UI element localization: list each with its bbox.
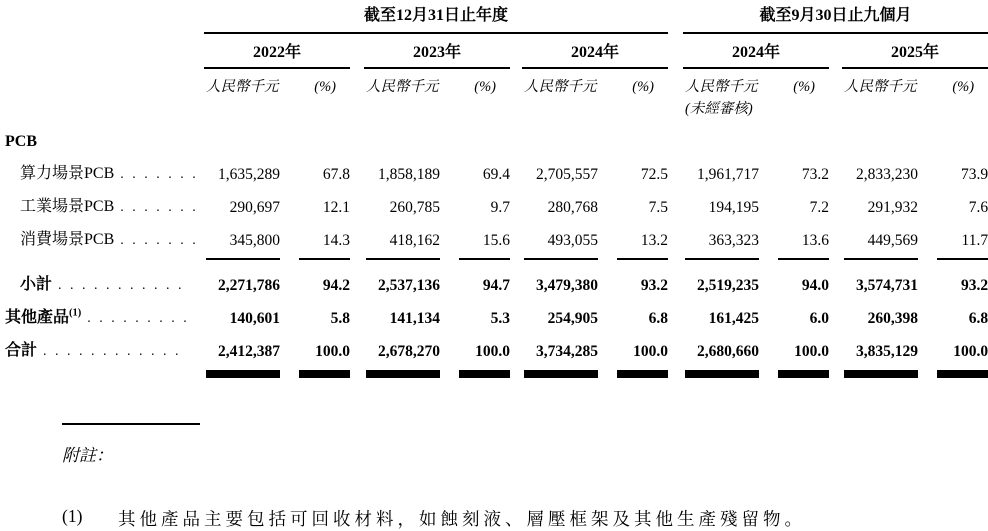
column-gap — [510, 255, 522, 267]
column-gap — [668, 156, 683, 189]
footnote-text: 其他產品主要包括可回收材料，如蝕刻液、層壓框架及其他生產殘留物。 — [118, 509, 806, 529]
column-gap — [350, 68, 364, 120]
cell-amount: 2,271,786 — [218, 277, 280, 294]
cell-percent: 100.0 — [315, 343, 350, 360]
cell-amount: 254,905 — [547, 310, 598, 327]
column-gap — [668, 68, 683, 120]
column-gap — [668, 120, 683, 156]
cell-amount: 3,734,285 — [536, 343, 598, 360]
row-label: 其他產品$^{(1)}$ . . . . . . . . . — [5, 307, 190, 326]
rule-cell — [447, 366, 510, 378]
cell-percent: 15.6 — [482, 232, 510, 249]
column-gap — [668, 222, 683, 255]
table-row — [0, 156, 988, 189]
row-label — [0, 255, 204, 267]
cell-amount — [204, 120, 287, 156]
cell-amount: 3,479,380 — [536, 277, 598, 294]
cell-amount: 161,425 — [708, 310, 760, 327]
cell-amount: 260,398 — [867, 310, 919, 327]
cell-amount: 363,323 — [708, 232, 760, 249]
cell-percent: 100.0 — [475, 343, 510, 360]
corner-cell — [0, 4, 204, 33]
cell-percent: 93.2 — [960, 277, 988, 294]
cell-amount: 418,162 — [389, 232, 440, 249]
column-gap — [829, 300, 842, 333]
row-label: 消費場景PCB . . . . . . . — [20, 231, 199, 248]
cell-amount: 141,134 — [389, 310, 440, 327]
column-gap — [350, 255, 364, 267]
rule-cell — [683, 366, 766, 378]
cell-percent — [605, 120, 668, 156]
column-header-amount — [683, 68, 766, 120]
year-header-2025: 2025年 — [842, 33, 988, 68]
column-gap — [829, 333, 842, 366]
column-header-amount: 人民幣千元 — [524, 79, 597, 95]
column-gap — [350, 156, 364, 189]
table-row — [0, 267, 988, 300]
cell-percent: 7.2 — [809, 199, 830, 216]
notes-section — [62, 423, 988, 531]
table-row — [0, 222, 988, 255]
rule-cell — [204, 255, 287, 267]
column-gap — [668, 189, 683, 222]
column-gap — [510, 333, 522, 366]
cell-amount: 1,961,717 — [697, 166, 760, 183]
column-gap — [510, 120, 522, 156]
year-header-2024-9m: 2024年 — [683, 33, 829, 68]
total-double-rule-row — [0, 366, 988, 378]
rule-cell — [842, 366, 925, 378]
document-page — [0, 4, 988, 529]
corner-cell — [0, 68, 204, 120]
year-header-2023: 2023年 — [364, 33, 510, 68]
cell-amount: 449,569 — [867, 232, 919, 249]
column-gap — [668, 4, 683, 33]
column-header-amount: 人民幣千元 — [844, 79, 917, 95]
subtotal-rule-row — [0, 255, 988, 267]
cell-percent — [287, 120, 350, 156]
column-gap — [829, 189, 842, 222]
unaudited-note: (未經審核) — [685, 101, 753, 117]
cell-amount: 140,601 — [229, 310, 280, 327]
cell-amount: 260,785 — [389, 199, 440, 216]
cell-percent: 100.0 — [633, 343, 669, 360]
cell-percent: 11.7 — [961, 232, 988, 249]
column-header-pct: (%) — [474, 79, 496, 95]
cell-percent: 7.6 — [968, 199, 988, 216]
table-row — [0, 120, 988, 156]
column-gap — [829, 366, 842, 378]
column-gap — [829, 33, 842, 68]
cell-percent: 9.7 — [490, 199, 510, 216]
row-label — [0, 366, 204, 378]
cell-percent: 14.3 — [322, 232, 350, 249]
cell-amount: 291,932 — [867, 199, 919, 216]
rule-cell — [522, 255, 605, 267]
column-header-amount: 人民幣千元 — [206, 79, 279, 95]
cell-percent: 6.0 — [809, 310, 830, 327]
cell-percent: 67.8 — [322, 166, 350, 183]
footnote-marker: (1) — [62, 506, 83, 526]
column-header-pct: (%) — [793, 79, 816, 95]
corner-cell — [0, 33, 204, 68]
column-header-pct: (%) — [314, 79, 336, 95]
column-gap — [510, 300, 522, 333]
rule-cell — [925, 255, 988, 267]
rule-cell — [605, 366, 668, 378]
cell-percent: 100.0 — [953, 343, 988, 360]
column-gap — [668, 333, 683, 366]
row-label: 工業場景PCB . . . . . . . — [20, 198, 199, 215]
cell-amount: 2,833,230 — [856, 166, 919, 183]
column-gap — [510, 267, 522, 300]
footnote-item — [62, 506, 988, 531]
cell-amount: 2,705,557 — [536, 166, 598, 183]
rule-cell — [683, 255, 766, 267]
column-gap — [350, 300, 364, 333]
rule-cell — [522, 366, 605, 378]
cell-amount — [683, 120, 766, 156]
column-header-pct: (%) — [632, 79, 655, 95]
rule-cell — [766, 255, 829, 267]
cell-percent: 7.5 — [648, 199, 669, 216]
cell-percent — [925, 120, 988, 156]
column-header-pct: (%) — [952, 79, 975, 95]
cell-amount: 2,537,136 — [378, 277, 440, 294]
cell-amount: 1,858,189 — [378, 166, 440, 183]
cell-percent: 13.6 — [801, 232, 830, 249]
table-row — [0, 300, 988, 333]
cell-amount: 194,195 — [708, 199, 760, 216]
rule-cell — [364, 255, 447, 267]
rule-cell — [204, 366, 287, 378]
cell-percent: 72.5 — [640, 166, 669, 183]
cell-amount: 493,055 — [547, 232, 598, 249]
column-gap — [350, 333, 364, 366]
column-gap — [350, 366, 364, 378]
cell-percent: 6.8 — [648, 310, 669, 327]
column-gap — [668, 255, 683, 267]
cell-percent: 94.7 — [482, 277, 510, 294]
cell-percent: 93.2 — [640, 277, 669, 294]
row-label: 小計 . . . . . . . . . . . — [20, 276, 185, 293]
row-label: 算力場景PCB . . . . . . . — [20, 165, 199, 182]
year-header-2022: 2022年 — [204, 33, 350, 68]
cell-percent: 5.3 — [490, 310, 510, 327]
cell-amount: 345,800 — [229, 232, 280, 249]
revenue-breakdown-table — [0, 4, 988, 378]
column-gap — [668, 267, 683, 300]
column-header-row — [0, 68, 988, 120]
rule-cell — [766, 366, 829, 378]
cell-percent — [447, 120, 510, 156]
notes-heading: 附註： — [62, 446, 113, 465]
row-label: 合計 . . . . . . . . . . . . — [5, 342, 182, 359]
row-label: PCB — [5, 133, 37, 150]
table-body — [0, 120, 988, 378]
column-gap — [350, 189, 364, 222]
rule-cell — [925, 366, 988, 378]
cell-percent: 5.8 — [330, 310, 350, 327]
cell-percent: 13.2 — [640, 232, 669, 249]
table-row — [0, 189, 988, 222]
rule-cell — [605, 255, 668, 267]
year-header-2024: 2024年 — [522, 33, 668, 68]
cell-amount — [364, 120, 447, 156]
cell-percent: 69.4 — [482, 166, 510, 183]
column-gap — [350, 222, 364, 255]
cell-amount: 3,835,129 — [856, 343, 919, 360]
rule-cell — [364, 366, 447, 378]
cell-percent: 100.0 — [794, 343, 830, 360]
cell-amount — [842, 120, 925, 156]
column-gap — [829, 255, 842, 267]
cell-amount: 280,768 — [547, 199, 598, 216]
cell-amount: 2,519,235 — [697, 277, 760, 294]
column-gap — [829, 222, 842, 255]
column-gap — [829, 156, 842, 189]
period-header-annual: 截至12月31日止年度 — [204, 4, 668, 33]
cell-amount: 1,635,289 — [218, 166, 280, 183]
column-gap — [510, 156, 522, 189]
year-header-row — [0, 33, 988, 68]
column-gap — [829, 120, 842, 156]
column-gap — [510, 366, 522, 378]
cell-percent — [766, 120, 829, 156]
rule-cell — [287, 366, 350, 378]
column-gap — [510, 33, 522, 68]
column-gap — [829, 68, 842, 120]
period-header-row — [0, 4, 988, 33]
column-gap — [668, 366, 683, 378]
column-gap — [510, 222, 522, 255]
cell-amount: 2,680,660 — [697, 343, 760, 360]
rule-cell — [447, 255, 510, 267]
cell-percent: 94.2 — [322, 277, 350, 294]
column-header-amount: 人民幣千元 — [366, 79, 439, 95]
column-gap — [350, 267, 364, 300]
column-gap — [510, 189, 522, 222]
cell-amount: 2,678,270 — [378, 343, 440, 360]
cell-percent: 73.2 — [801, 166, 830, 183]
column-gap — [668, 33, 683, 68]
cell-amount: 3,574,731 — [856, 277, 919, 294]
rule-cell — [842, 255, 925, 267]
cell-amount: 290,697 — [229, 199, 280, 216]
cell-percent: 94.0 — [801, 277, 830, 294]
table-row — [0, 333, 988, 366]
cell-amount — [522, 120, 605, 156]
cell-percent: 73.9 — [960, 166, 988, 183]
column-gap — [668, 300, 683, 333]
rule-cell — [287, 255, 350, 267]
cell-percent: 12.1 — [322, 199, 350, 216]
column-gap — [350, 33, 364, 68]
column-gap — [350, 120, 364, 156]
amount-label: 人民幣千元 — [685, 79, 758, 95]
column-gap — [829, 267, 842, 300]
period-header-nine-months: 截至9月30日止九個月 — [683, 4, 988, 33]
column-gap — [510, 68, 522, 120]
cell-amount: 2,412,387 — [218, 343, 280, 360]
cell-percent: 6.8 — [968, 310, 988, 327]
footnote-divider — [62, 423, 200, 425]
